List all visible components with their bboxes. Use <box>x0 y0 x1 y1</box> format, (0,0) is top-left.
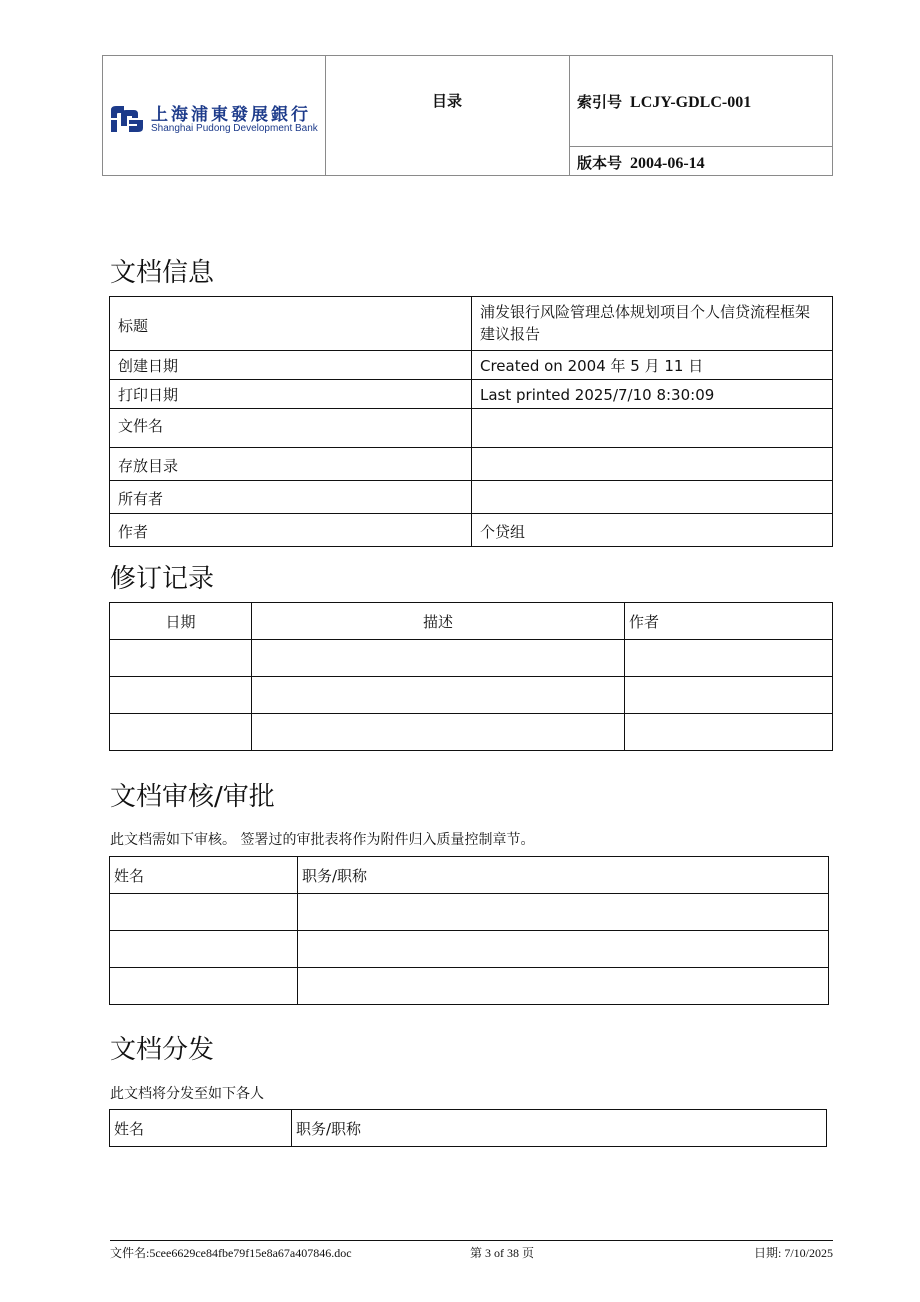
footer-page-number: 第 3 of 38 页 <box>470 1246 534 1260</box>
table-row <box>110 714 833 751</box>
review-note: 此文档需如下审核。 签署过的审批表将作为附件归入质量控制章节。 <box>110 832 535 848</box>
table-row <box>110 351 833 380</box>
logo-chinese-name: 上海浦東發展銀行 <box>151 105 311 125</box>
column-header: 姓名 <box>110 1110 292 1147</box>
info-value: 浦发银行风险管理总体规划项目个人信贷流程框架建议报告 <box>472 297 833 351</box>
table-row <box>110 931 829 968</box>
index-number <box>577 91 751 112</box>
info-value <box>472 409 833 448</box>
doc-info-heading: 文档信息 <box>110 258 215 288</box>
column-header: 作者 <box>625 603 833 640</box>
info-label: 存放目录 <box>110 448 472 481</box>
table-row <box>110 968 829 1005</box>
info-value <box>472 481 833 514</box>
review-heading: 文档审核/审批 <box>110 782 275 812</box>
column-header: 职务/职称 <box>292 1110 827 1147</box>
spdb-logo-icon <box>107 104 147 134</box>
table-row <box>110 894 829 931</box>
footer-filename: 文件名:5cee6629ce84fbe79f15e8a67a407846.doc <box>110 1246 352 1260</box>
header-title: 目录 <box>431 92 462 110</box>
index-value: LCJY-GDLC-001 <box>630 94 752 111</box>
distribution-note: 此文档将分发至如下各人 <box>110 1086 264 1102</box>
column-header: 姓名 <box>110 857 298 894</box>
info-value <box>472 448 833 481</box>
info-label: 打印日期 <box>110 380 472 409</box>
table-header-row <box>110 1110 827 1147</box>
revision-heading: 修订记录 <box>110 564 215 594</box>
column-header: 日期 <box>110 603 252 640</box>
table-row <box>110 297 833 351</box>
doc-info-table <box>109 296 833 547</box>
revision-table <box>109 602 833 751</box>
column-header: 职务/职称 <box>298 857 829 894</box>
table-row <box>110 409 833 448</box>
footer-rule <box>110 1240 833 1241</box>
table-header-row <box>110 857 829 894</box>
version-label: 版本号 <box>577 154 623 172</box>
info-label: 创建日期 <box>110 351 472 380</box>
info-label: 标题 <box>110 297 472 351</box>
table-row <box>110 514 833 547</box>
column-header: 描述 <box>252 603 625 640</box>
index-label: 索引号 <box>577 93 623 111</box>
review-table <box>109 856 829 1005</box>
table-header-row <box>110 603 833 640</box>
info-label: 所有者 <box>110 481 472 514</box>
info-value: Last printed 2025/7/10 8:30:09 <box>472 380 833 409</box>
distribution-heading: 文档分发 <box>110 1035 215 1065</box>
table-row <box>110 380 833 409</box>
table-row <box>110 677 833 714</box>
document-header <box>102 55 833 176</box>
info-label: 文件名 <box>110 409 472 448</box>
distribution-table <box>109 1109 827 1147</box>
footer-date: 日期: 7/10/2025 <box>753 1246 833 1260</box>
info-label: 作者 <box>110 514 472 547</box>
table-row <box>110 448 833 481</box>
bank-logo <box>107 100 323 140</box>
info-value: Created on 2004 年 5 月 11 日 <box>472 351 833 380</box>
logo-english-name: Shanghai Pudong Development Bank <box>151 123 318 134</box>
version-value: 2004-06-14 <box>630 155 705 172</box>
version-number <box>577 152 705 173</box>
table-row <box>110 640 833 677</box>
table-row <box>110 481 833 514</box>
info-value: 个贷组 <box>472 514 833 547</box>
